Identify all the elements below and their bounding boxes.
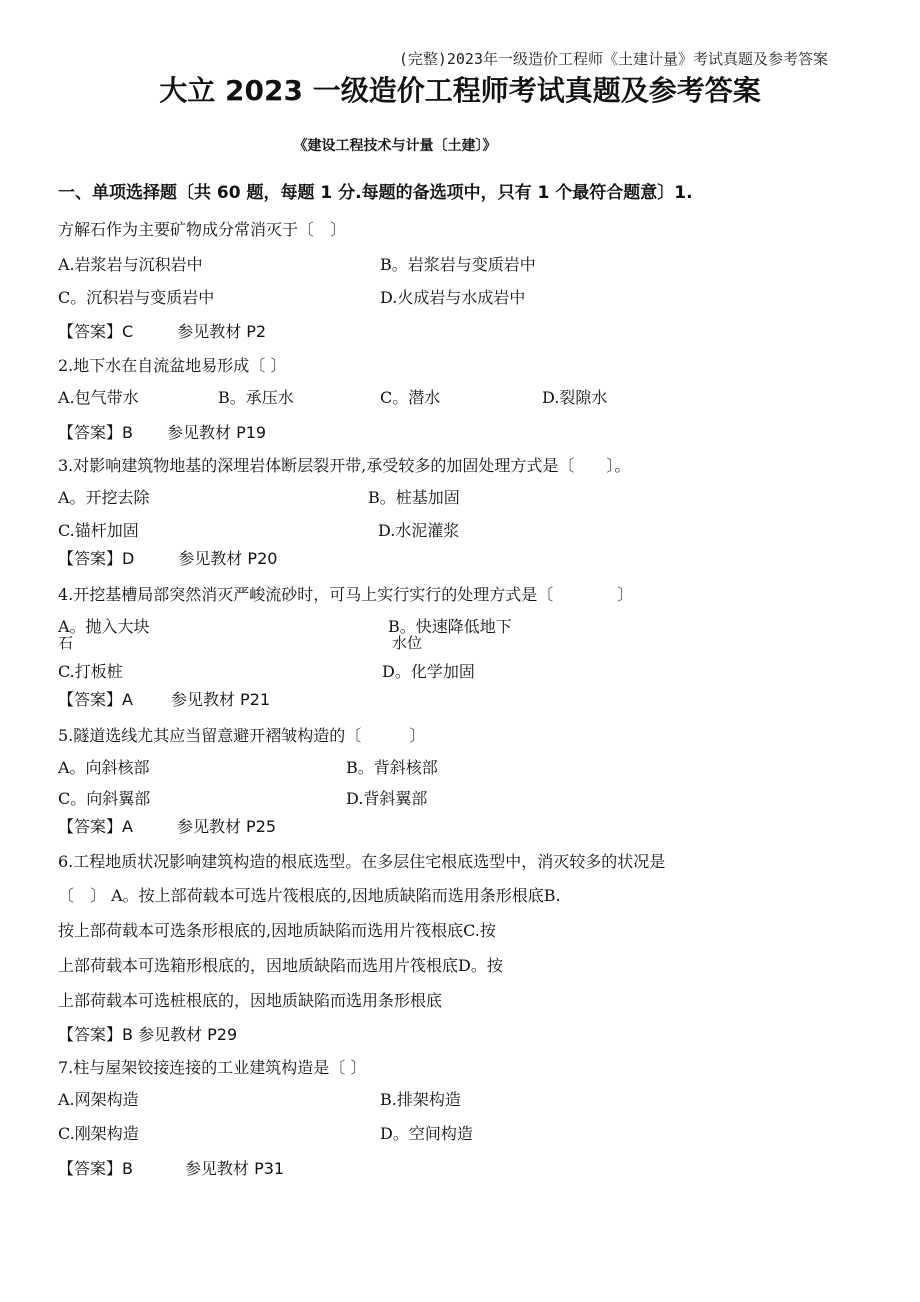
q1-option-a: A.岩浆岩与沉积岩中 bbox=[58, 255, 203, 274]
q4-option-c: C.打板桩 bbox=[58, 662, 123, 681]
q4-option-d: D。化学加固 bbox=[382, 662, 475, 681]
section-heading: 一、单项选择题〔共 60 题，每题 1 分.每题的备选项中，只有 1 个最符合题意〕1. bbox=[58, 183, 693, 203]
q3-option-c: C.锚杆加固 bbox=[58, 521, 139, 540]
q7-answer: 【答案】B 参见教材 P31 bbox=[58, 1159, 285, 1178]
q2-option-b: B。承压水 bbox=[218, 388, 294, 407]
q6-line-3: 按上部荷载本可选条形根底的,因地质缺陷而选用片筏根底C.按 bbox=[58, 921, 496, 940]
q7-option-b: B.排架构造 bbox=[380, 1090, 461, 1109]
q6-line-5: 上部荷载本可选桩根底的，因地质缺陷而选用条形根底 bbox=[58, 991, 443, 1010]
q6-line-1: 6.工程地质状况影响建筑构造的根底选型。在多层住宅根底选型中，消灭较多的状况是 bbox=[58, 852, 666, 871]
q1-option-b: B。岩浆岩与变质岩中 bbox=[380, 255, 536, 274]
q6-line-4: 上部荷载本可选箱形根底的，因地质缺陷而选用片筏根底D。按 bbox=[58, 956, 503, 975]
q4-option-a-wrap: 石 bbox=[58, 634, 74, 652]
q5-option-d: D.背斜翼部 bbox=[346, 789, 428, 808]
q3-stem: 3.对影响建筑物地基的深埋岩体断层裂开带,承受较多的加固处理方式是〔 〕。 bbox=[58, 456, 631, 475]
q7-option-a: A.网架构造 bbox=[58, 1090, 139, 1109]
q4-option-b-wrap: 水位 bbox=[392, 634, 423, 652]
q1-option-c: C。沉积岩与变质岩中 bbox=[58, 288, 215, 307]
q4-option-a: A。抛入大块 bbox=[58, 617, 150, 636]
q2-option-c: C。潜水 bbox=[380, 388, 441, 407]
q1-option-d: D.火成岩与水成岩中 bbox=[380, 288, 526, 307]
q3-option-d: D.水泥灌浆 bbox=[378, 521, 460, 540]
q5-stem: 5.隧道选线尤其应当留意避开褶皱构造的〔 〕 bbox=[58, 726, 426, 745]
q3-answer: 【答案】D 参见教材 P20 bbox=[58, 549, 278, 568]
q2-option-a: A.包气带水 bbox=[58, 388, 139, 407]
page-header: (完整)2023年一级造价工程师《土建计量》考试真题及参考答案 bbox=[398, 50, 828, 68]
q4-answer: 【答案】A 参见教材 P21 bbox=[58, 690, 271, 709]
page-subtitle: 《建设工程技术与计量〔土建〕》 bbox=[293, 138, 497, 154]
q6-answer: 【答案】B 参见教材 P29 bbox=[58, 1025, 238, 1044]
q3-option-a: A。开挖去除 bbox=[58, 488, 150, 507]
q7-option-c: C.刚架构造 bbox=[58, 1124, 139, 1143]
q7-option-d: D。空间构造 bbox=[380, 1124, 473, 1143]
q7-stem: 7.柱与屋架铰接连接的工业建筑构造是〔 〕 bbox=[58, 1058, 367, 1077]
q2-option-d: D.裂隙水 bbox=[542, 388, 608, 407]
q5-option-a: A。向斜核部 bbox=[58, 758, 150, 777]
page-title: 大立 2023 一级造价工程师考试真题及参考答案 bbox=[159, 74, 761, 107]
q5-option-b: B。背斜核部 bbox=[346, 758, 438, 777]
q4-option-b: B。快速降低地下 bbox=[388, 617, 512, 636]
q5-answer: 【答案】A 参见教材 P25 bbox=[58, 817, 277, 836]
q1-stem: 方解石作为主要矿物成分常消灭于〔 〕 bbox=[58, 220, 347, 239]
q1-answer: 【答案】C 参见教材 P2 bbox=[58, 322, 267, 341]
q5-option-c: C。向斜翼部 bbox=[58, 789, 151, 808]
q3-option-b: B。桩基加固 bbox=[368, 488, 460, 507]
q4-stem: 4.开挖基槽局部突然消灭严峻流砂时，可马上实行实行的处理方式是〔 〕 bbox=[58, 585, 634, 604]
q6-line-2: 〔 〕 A。按上部荷载本可选片筏根底的,因地质缺陷而选用条形根底B. bbox=[58, 886, 561, 905]
q2-stem: 2.地下水在自流盆地易形成〔 〕 bbox=[58, 356, 287, 375]
q2-answer: 【答案】B 参见教材 P19 bbox=[58, 423, 267, 442]
